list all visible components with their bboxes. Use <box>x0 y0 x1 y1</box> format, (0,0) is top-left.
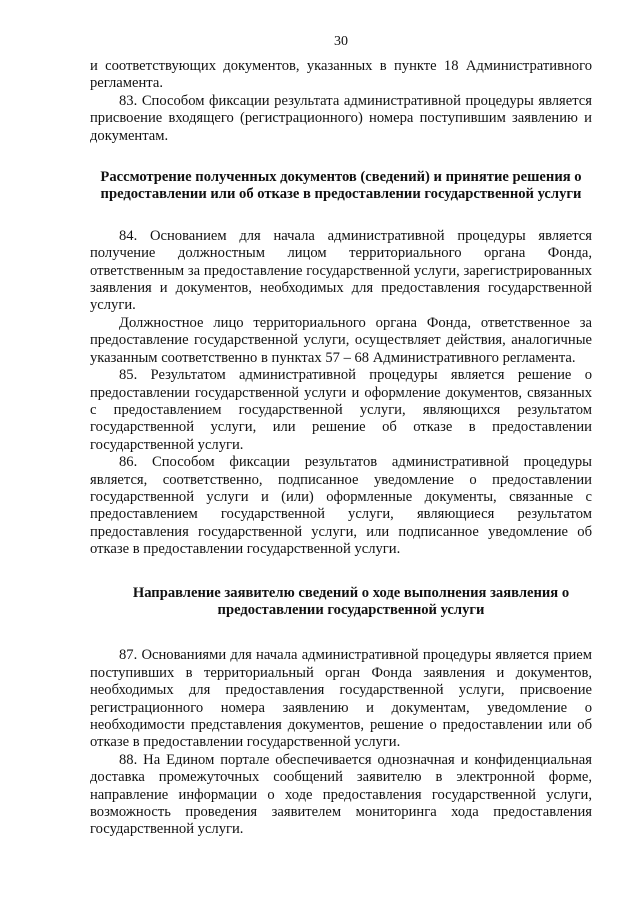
paragraph-83: 83. Способом фиксации результата административной процедуры является присвоение входящего (регистрационного) номера поступившим заявлению и документам. <box>90 92 592 144</box>
page-number: 30 <box>334 34 348 49</box>
paragraph-88: 88. На Едином портале обеспечивается однозначная и конфиденциальная доставка промежуточных сообщений заявителю в электронной форме, направление информации о ходе предоставления государственной услуги, возможность проведения заявителем мониторинга хода предоставления государственной услуги. <box>90 751 592 838</box>
document-body <box>90 58 592 839</box>
paragraph-87: 87. Основаниями для начала административной процедуры является прием поступивших в территориальный орган Фонда заявления и документов, необходимых для предоставления государственной услуги, присвоение регистрационного номера заявлению и документам, уведомление о необходимости представления документов, решение о предоставлении или об отказе в предоставлении государственной услуги. <box>90 647 592 751</box>
paragraph-86: 86. Способом фиксации результатов административной процедуры является, соответственно, подписанное уведомление о предоставлении государственной услуги и (или) оформленные документы, связанные с предоставлением государственной услуги, являющиеся результатом предоставления государственной услуги, или подписанное уведомление об отказе в предоставлении государственной услуги. <box>90 454 592 558</box>
paragraph-84-continued: Должностное лицо территориального органа Фонда, ответственное за предоставление государственной услуги, осуществляет действия, аналогичные указанным соответственно в пунктах 57 – 68 Административного регламента. <box>90 314 592 366</box>
section-heading-status: Направление заявителю сведений о ходе выполнения заявления о предоставлении государственной услуги <box>132 584 570 618</box>
paragraph-85: 85. Результатом административной процедуры является решение о предоставлении государственной услуги и оформление документов, связанных с предоставлением государственной услуги, являющихся результатом государственной услуги, или решение об отказе в предоставлении государственной услуги. <box>90 367 592 453</box>
paragraph-continuation: и соответствующих документов, указанных в пункте 18 Административного регламента. <box>90 58 592 92</box>
section-heading-review: Рассмотрение полученных документов (сведений) и принятие решения о предоставлении или об отказе в предоставлении государственной услуги <box>100 169 582 203</box>
paragraph-84: 84. Основанием для начала административной процедуры является получение должностным лицом территориального органа Фонда, ответственным за предоставление государственной услуги, зарегистрированных заявления и документов, необходимых для предоставления государственной услуги. <box>90 227 592 314</box>
